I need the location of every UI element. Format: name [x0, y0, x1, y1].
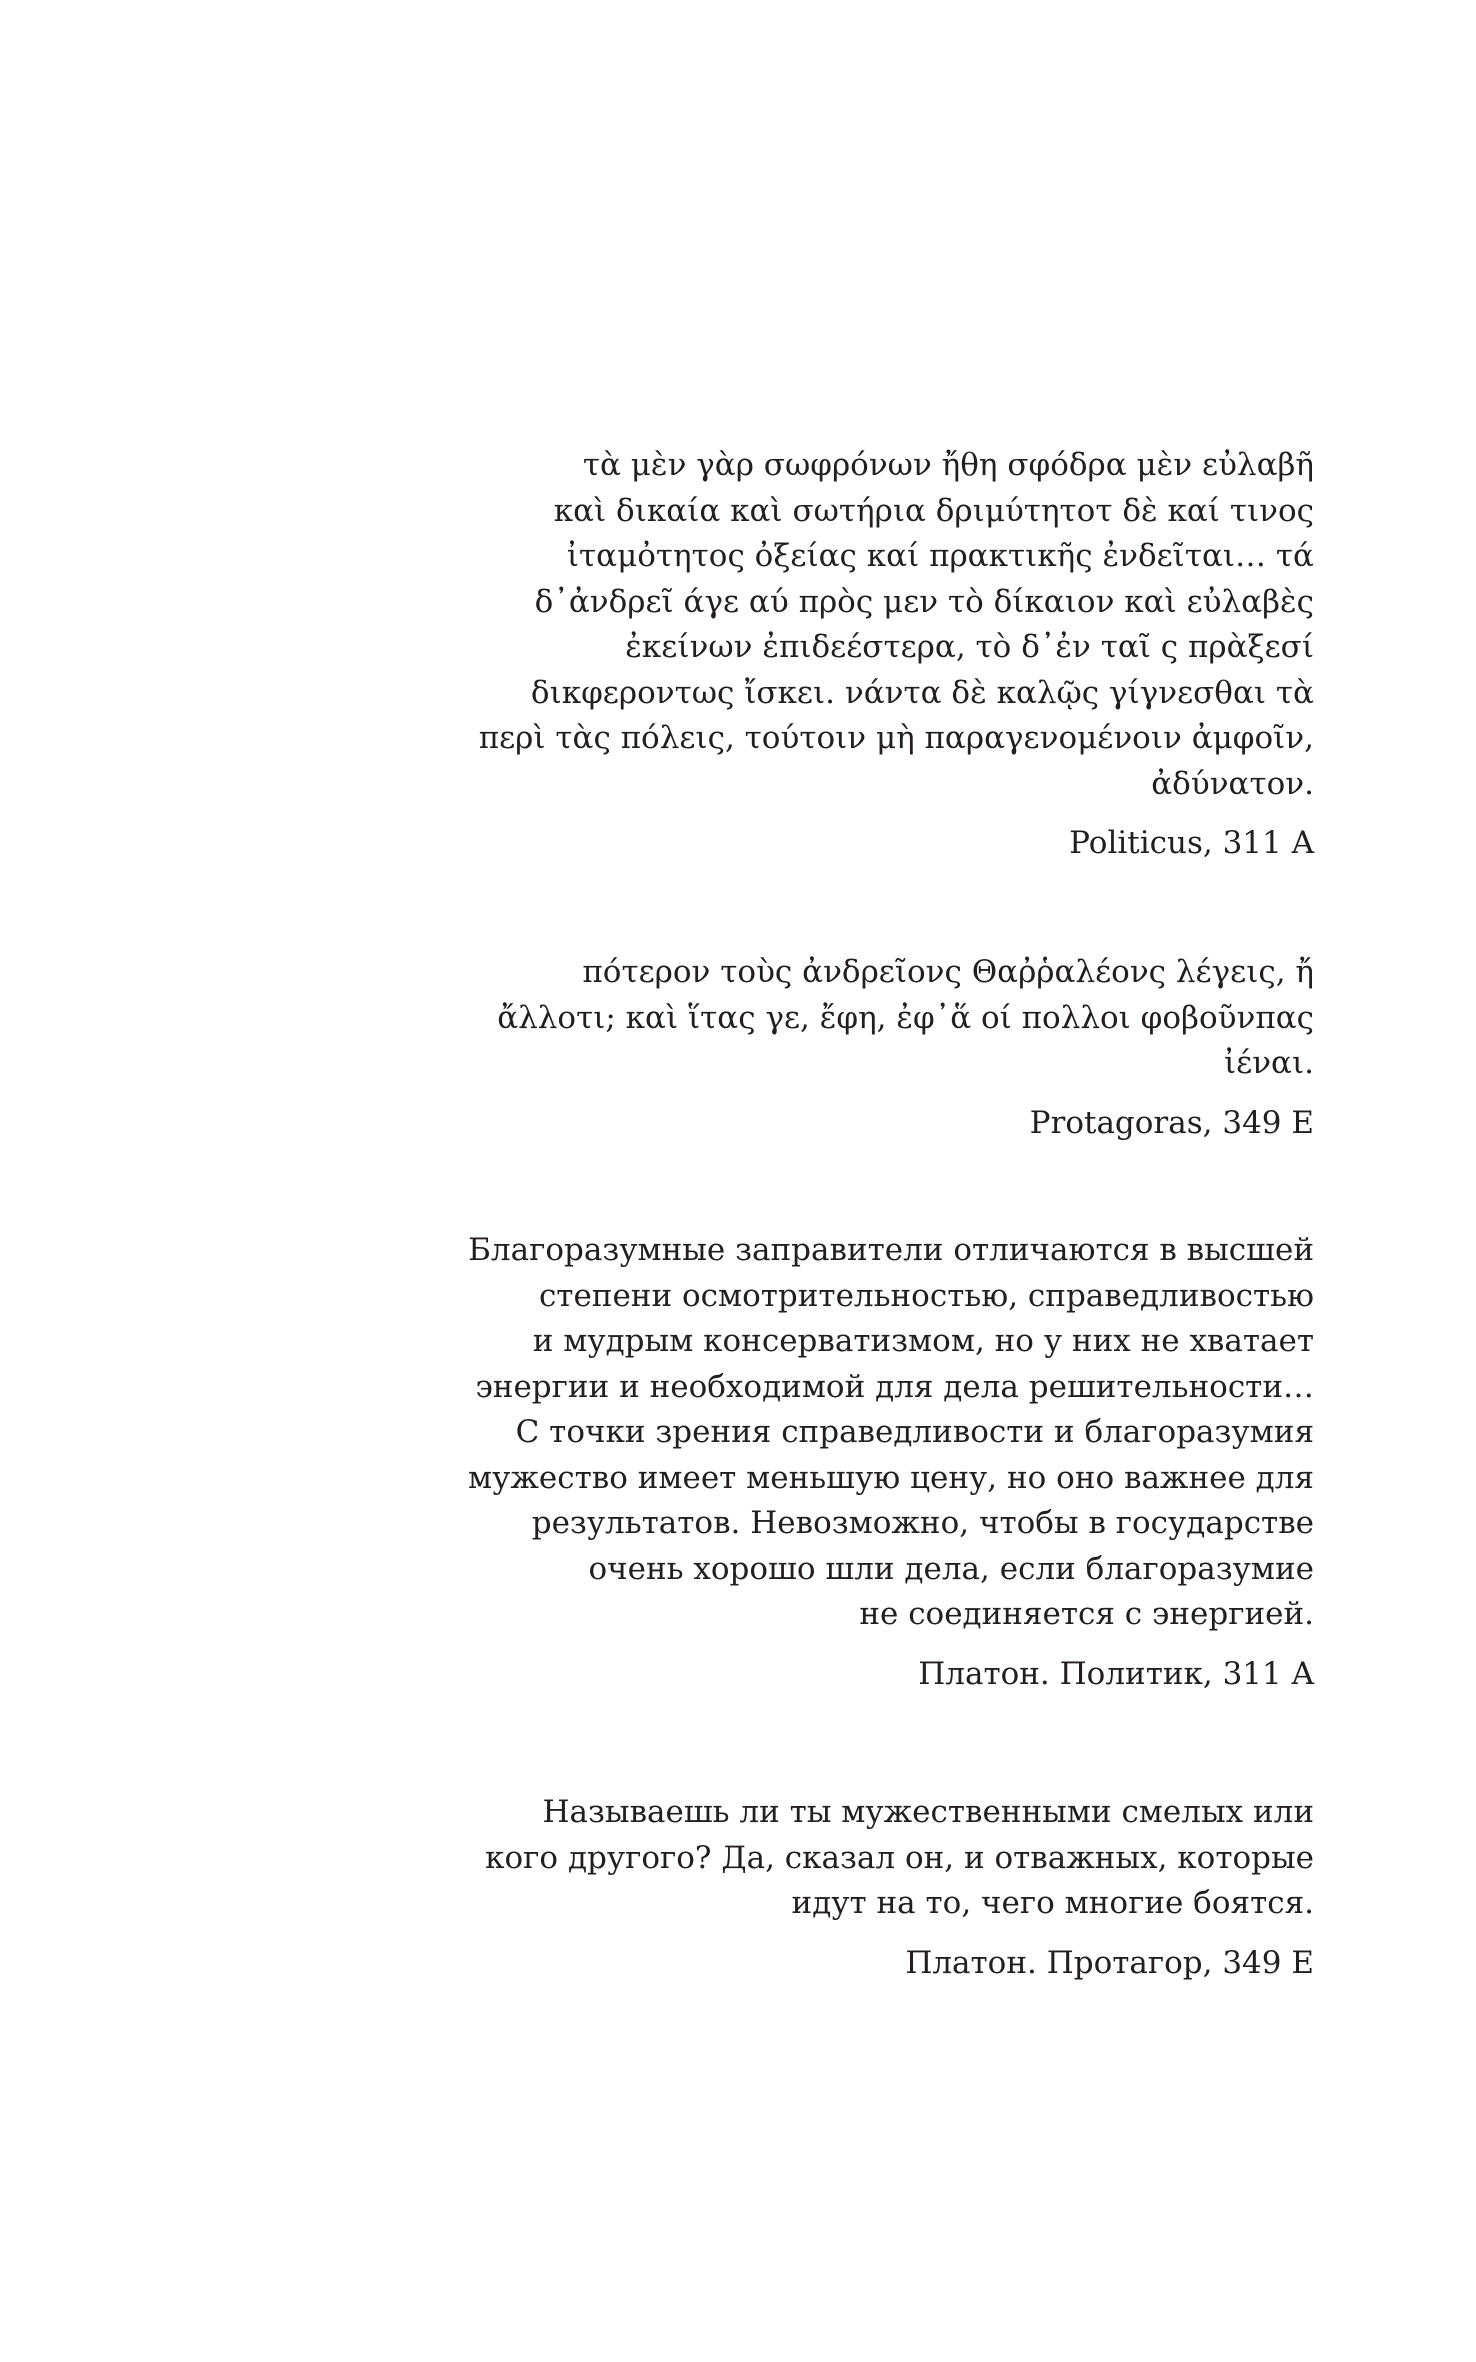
epigraph-line: идут на то, чего многие боятся. — [791, 1885, 1314, 1921]
epigraph-russian-politicus — [454, 1228, 1314, 1697]
epigraph-line: кого другого? Да, сказал он, и отважных, которые — [485, 1839, 1314, 1876]
epigraph-line: δικφεροντως ἴσκει. νάντα δὲ καλῷς γίγνεσθαι τὰ — [530, 674, 1314, 711]
epigraph-line: Благоразумные заправители отличаются в высшей — [468, 1232, 1314, 1268]
epigraph-greek-protagoras — [454, 950, 1314, 1146]
epigraph-line: ἄλλοτι; καὶ ἵτας γε, ἔφη, ἐφ᾽ἅ οί πολλοι φοβοῦνπας — [497, 999, 1314, 1036]
epigraph-line: мужество имеет меньшую цену, но оно важнее для — [468, 1459, 1314, 1496]
epigraph-source: Politicus, 311 A — [1069, 825, 1314, 861]
epigraph-line: ἐκείνων ἐπιδεέστερα, τὸ δ᾽ἐν ταῖ ς πρὰξεσί — [625, 629, 1314, 665]
epigraph-source: Protagoras, 349 E — [1029, 1104, 1314, 1141]
epigraph-source: Платон. Политик, 311 A — [918, 1655, 1314, 1692]
epigraph-line: δ᾽ἀνδρεῖ άγε αύ πρὸς μεν τὸ δίκαιον καὶ εὐλαβὲς — [534, 583, 1314, 620]
epigraph-line: ἀδύνατον. — [1151, 765, 1314, 802]
epigraph-line: не соединяется с энергией. — [859, 1596, 1314, 1632]
epigraph-line: περὶ τὰς πόλεις, τούτοιν μὴ παραγενομένοιν ἀμφοῖν, — [478, 720, 1314, 756]
epigraph-line: очень хорошо шли дела, если благоразумие — [588, 1550, 1314, 1587]
epigraph-greek-politicus — [454, 443, 1314, 867]
epigraph-line: ἰταμὀτητος ὀξείας καί πρακτικῆς ἐνδεῖται… τά — [566, 538, 1314, 574]
epigraph-line: и мудрым консерватизмом, но у них не хватает — [532, 1323, 1314, 1359]
epigraph-line: Называешь ли ты мужественными смелых или — [542, 1794, 1314, 1830]
epigraph-line: С точки зрения справедливости и благоразумия — [515, 1414, 1314, 1450]
epigraph-line: степени осмотрительностью, справедливостью — [538, 1277, 1314, 1314]
epigraph-line: τὰ μὲν γὰρ σωφρόνων ἤθη σφόδρα μὲν εὐλαβῆ — [582, 447, 1314, 483]
epigraph-line: καὶ δικαία καὶ σωτήρια δριμύτητοτ δὲ καί τινος — [553, 492, 1314, 529]
epigraph-russian-protagoras — [454, 1790, 1314, 1986]
epigraph-line: энергии и необходимой для дела решительности… — [475, 1368, 1314, 1405]
epigraph-line: πότερον τοὺς ἀνδρεῖονς Θαῤῥαλέονς λέγεις, ἤ — [582, 954, 1314, 990]
epigraph-source: Платон. Протагор, 349 E — [905, 1944, 1314, 1981]
epigraph-line: ἰέναι. — [1223, 1045, 1314, 1081]
epigraph-line: результатов. Невозможно, чтобы в государстве — [531, 1505, 1314, 1541]
